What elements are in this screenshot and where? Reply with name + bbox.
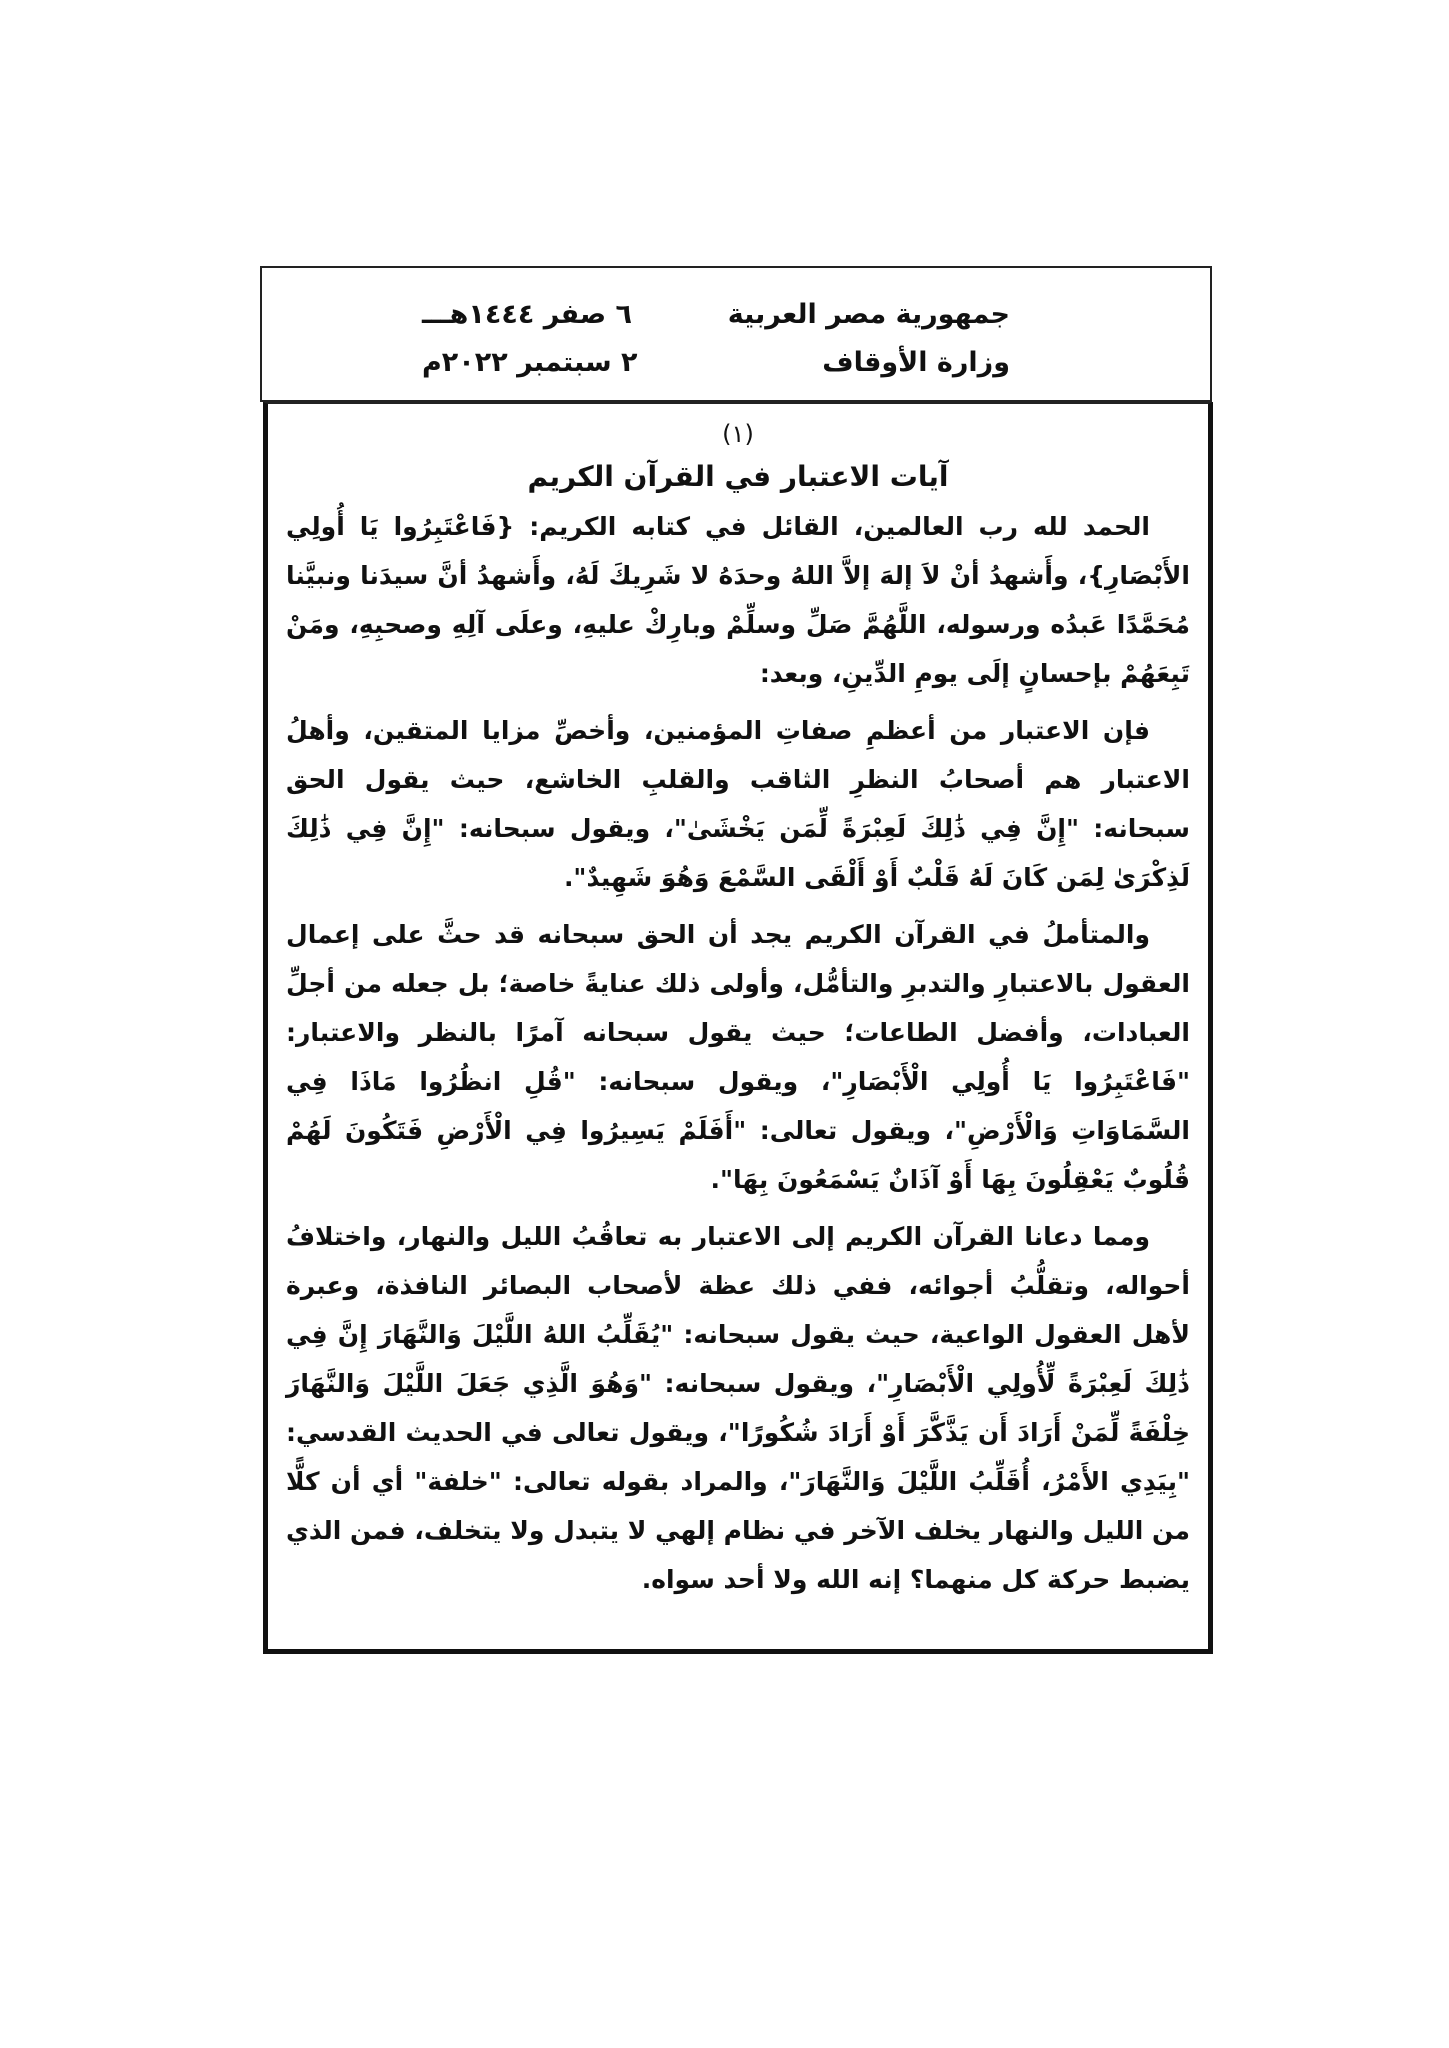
gregorian-date: ٢ سبتمبر ٢٠٢٢م: [422, 347, 638, 378]
sermon-title: آيات الاعتبار في القرآن الكريم: [527, 460, 949, 493]
ministry-name: وزارة الأوقاف: [822, 347, 1010, 378]
paragraph: والمتأملُ في القرآن الكريم يجد أن الحق سبحانه قد حثَّ على إعمال العقول بالاعتبارِ والتدبرِ والتأمُّل، وأولى ذلك عنايةً خاصة؛ بل جعله من أجلِّ العبادات، وأفضل الطاعات؛ حيث يقول سبحانه آمرًا بالنظر والاعتبار: "فَاعْتَبِرُوا يَا أُولِي الْأَبْصَارِ"، ويقول سبحانه: "قُلِ انظُرُوا مَاذَا فِي السَّمَاوَاتِ وَالْأَرْضِ"، ويقول تعالى: "أَفَلَمْ يَسِيرُوا فِي الْأَرْضِ فَتَكُونَ لَهُمْ قُلُوبٌ يَعْقِلُونَ بِهَا أَوْ آذَانٌ يَسْمَعُونَ بِهَا".: [286, 920, 1190, 1194]
country-name: جمهورية مصر العربية: [727, 299, 1010, 330]
header-box: [260, 266, 1212, 402]
paragraph-opening: الحمد لله رب العالمين، القائل في كتابه الكريم: {فَاعْتَبِرُوا يَا أُولِي الأَبْصَارِ}، وأَشهدُ أنْ لاَ إلهَ إلاَّ اللهُ وحدَهُ لا شَرِيكَ لَهُ، وأَشهدُ أنَّ سيدَنا ونبيَّنا مُحَمَّدًا عَبدُه ورسوله، اللَّهُمَّ صَلِّ وسلِّمْ وبارِكْ عليهِ، وعلَى آلِهِ وصحبِهِ، ومَنْ تَبِعَهُمْ بإحسانٍ إلَى يومِ الدِّينِ، وبعد:: [286, 512, 1190, 688]
hijri-date: ٦ صفر ١٤٤٤هـــ: [422, 299, 632, 330]
paragraph: ومما دعانا القرآن الكريم إلى الاعتبار به تعاقُبُ الليل والنهار، واختلافُ أحواله، وتقلُّبُ أجوائه، ففي ذلك عظة لأصحاب البصائر النافذة، وعبرة لأهل العقول الواعية، حيث يقول سبحانه: "يُقَلِّبُ اللهُ اللَّيْلَ وَالنَّهَارَ إِنَّ فِي ذَٰلِكَ لَعِبْرَةً لِّأُولِي الْأَبْصَارِ"، ويقول سبحانه: "وَهُوَ الَّذِي جَعَلَ اللَّيْلَ وَالنَّهَارَ خِلْفَةً لِّمَنْ أَرَادَ أَن يَذَّكَّرَ أَوْ أَرَادَ شُكُورًا"، ويقول تعالى في الحديث القدسي: "بِيَدِي الأَمْرُ، أُقَلِّبُ اللَّيْلَ وَالنَّهَارَ"، والمراد بقوله تعالى: "خلفة" أي أن كلًّا من الليل والنهار يخلف الآخر في نظام إلهي لا يتبدل ولا يتخلف، فمن الذي يضبط حركة كل منهما؟ إنه الله ولا أحد سواه.: [286, 1222, 1190, 1594]
sermon-body-box: [263, 402, 1213, 1654]
page-number: (١): [722, 420, 754, 448]
sermon-content: [286, 414, 1190, 1604]
paragraph: فإن الاعتبار من أعظمِ صفاتِ المؤمنين، وأخصِّ مزايا المتقين، وأهلُ الاعتبار هم أصحابُ النظرِ الثاقب والقلبِ الخاشع، حيث يقول الحق سبحانه: "إِنَّ فِي ذَٰلِكَ لَعِبْرَةً لِّمَن يَخْشَىٰ"، ويقول سبحانه: "إِنَّ فِي ذَٰلِكَ لَذِكْرَىٰ لِمَن كَانَ لَهُ قَلْبٌ أَوْ أَلْقَى السَّمْعَ وَهُوَ شَهِيدٌ".: [286, 716, 1190, 892]
